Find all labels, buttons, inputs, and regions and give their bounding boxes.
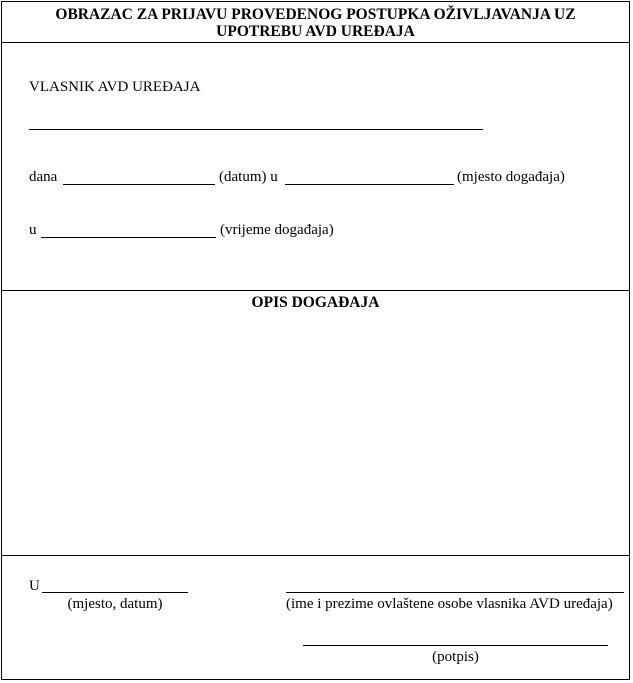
event-place-field[interactable] (285, 184, 454, 185)
place-date-prefix: U (29, 578, 40, 594)
authorized-person-name-label: (ime i prezime ovlaštene osobe vlasnika AVD uređaja) (286, 596, 613, 612)
form-title-line-1: OBRAZAC ZA PRIJAVU PROVEDENOG POSTUPKA OŽIVLJAVANJA UZ (55, 6, 576, 23)
owner-section-divider (2, 290, 629, 291)
description-area[interactable] (2, 314, 629, 554)
signature-label: (potpis) (432, 649, 479, 665)
place-date-label: (mjesto, datum) (67, 596, 163, 612)
date-label: (datum) u (219, 169, 278, 185)
owner-label: VLASNIK AVD UREĐAJA (29, 79, 201, 95)
form-title-line-2: UPOTREBU AVD UREĐAJA (216, 23, 415, 40)
authorized-person-name-field[interactable] (286, 592, 624, 593)
description-section-divider (2, 555, 629, 556)
event-time-label: (vrijeme događaja) (220, 222, 334, 238)
date-prefix: dana (29, 169, 58, 185)
header-divider (2, 42, 629, 43)
time-prefix: u (29, 222, 37, 238)
event-place-label: (mjesto događaja) (457, 169, 565, 185)
signature-field[interactable] (303, 645, 608, 646)
date-field[interactable] (63, 184, 215, 185)
owner-name-field[interactable] (29, 129, 483, 130)
event-time-field[interactable] (41, 237, 216, 238)
description-title: OPIS DOGAĐAJA (251, 294, 380, 311)
place-date-field[interactable] (42, 592, 188, 593)
avd-report-form (1, 1, 630, 680)
